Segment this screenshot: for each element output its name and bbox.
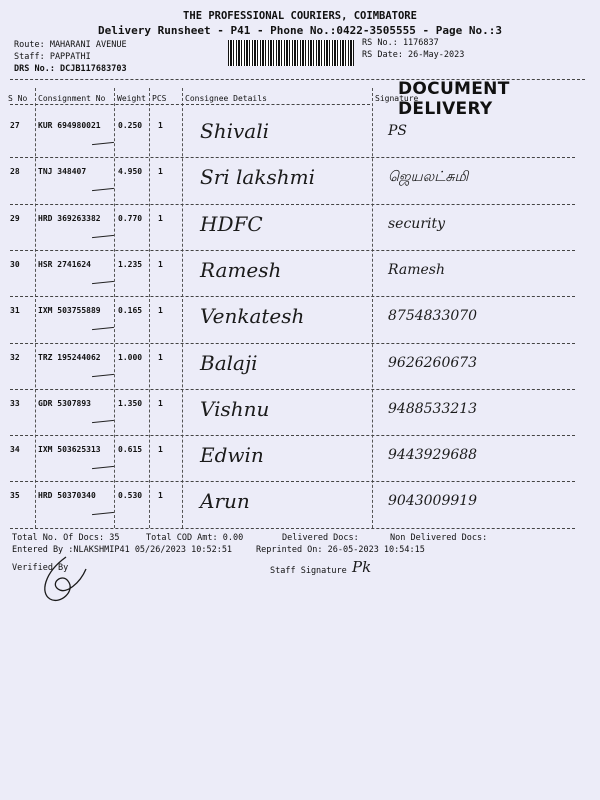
col-header-sno: S No xyxy=(8,94,28,103)
route-label: Route: MAHARANI AVENUE xyxy=(14,40,127,50)
row-weight: 0.165 xyxy=(118,306,143,316)
col-divider xyxy=(35,88,36,528)
row-pcs: 1 xyxy=(158,352,163,362)
row-divider xyxy=(10,296,575,297)
row-consignee-handwritten: Balaji xyxy=(200,350,258,375)
row-consignment-no: TRZ 195244062 xyxy=(38,352,101,362)
row-consignee-handwritten: Venkatesh xyxy=(200,304,305,329)
staff-signature-label: Staff Signature xyxy=(270,566,347,576)
col-header-consignee: Consignee Details xyxy=(185,94,267,103)
row-pcs: 1 xyxy=(158,445,163,455)
row-consignment-no: KUR 694980021 xyxy=(38,121,101,130)
row-sno: 29 xyxy=(10,213,20,223)
entered-by: Entered By :NLAKSHMIP41 05/26/2023 10:52:51 xyxy=(12,545,233,555)
row-pcs: 1 xyxy=(158,259,163,269)
staff-label: Staff: PAPPATHI xyxy=(14,52,91,62)
row-pcs: 1 xyxy=(158,121,163,130)
row-divider xyxy=(10,250,575,251)
row-sno: 31 xyxy=(10,306,20,316)
row-sno: 35 xyxy=(10,491,20,501)
pen-stroke-mark xyxy=(92,466,114,469)
pen-stroke-mark xyxy=(92,142,114,145)
row-consignment-no: GDR 5307893 xyxy=(38,398,91,408)
row-weight: 0.770 xyxy=(118,213,143,223)
row-weight: 0.615 xyxy=(118,445,143,455)
row-signature-handwritten: 9626260673 xyxy=(388,354,478,371)
row-weight: 4.950 xyxy=(118,167,143,177)
row-weight: 0.250 xyxy=(118,121,143,130)
row-sno: 28 xyxy=(10,167,20,177)
row-sno: 32 xyxy=(10,352,20,362)
drs-number: DRS No.: DCJB117683703 xyxy=(14,64,127,74)
row-sno: 30 xyxy=(10,259,20,269)
rs-date: RS Date: 26-May-2023 xyxy=(362,50,465,60)
verified-by-label: Verified By xyxy=(12,563,69,573)
row-pcs: 1 xyxy=(158,213,163,223)
row-weight: 1.000 xyxy=(118,352,143,362)
pen-stroke-mark xyxy=(92,188,114,191)
row-consignee-handwritten: Edwin xyxy=(200,443,264,468)
row-consignee-handwritten: Arun xyxy=(200,489,250,514)
total-cod: Total COD Amt: 0.00 xyxy=(146,533,244,543)
col-header-signature: Signature xyxy=(375,94,419,103)
reprinted-on: Reprinted On: 26-05-2023 10:54:15 xyxy=(256,545,425,555)
header-bottom-divider xyxy=(10,104,370,105)
row-signature-handwritten: security xyxy=(388,215,446,232)
row-signature-handwritten: PS xyxy=(388,123,408,139)
col-divider xyxy=(182,88,183,528)
row-pcs: 1 xyxy=(158,306,163,316)
col-divider xyxy=(114,88,115,528)
row-consignee-handwritten: Sri lakshmi xyxy=(200,165,315,190)
row-consignee-handwritten: Vishnu xyxy=(200,396,270,421)
row-signature-handwritten: ஜெயலட்சுமி xyxy=(388,169,469,186)
row-weight: 1.235 xyxy=(118,259,143,269)
row-consignee-handwritten: HDFC xyxy=(200,211,263,236)
row-sno: 34 xyxy=(10,445,20,455)
row-signature-handwritten: 8754833070 xyxy=(388,308,478,325)
row-divider xyxy=(10,481,575,482)
row-sno: 33 xyxy=(10,398,20,408)
col-header-pcs: PCS xyxy=(152,94,167,103)
delivered-docs: Delivered Docs: xyxy=(282,533,359,543)
row-pcs: 1 xyxy=(158,167,163,177)
pen-stroke-mark xyxy=(92,420,114,423)
row-consignee-handwritten: Ramesh xyxy=(200,257,282,282)
pen-stroke-mark xyxy=(92,327,114,330)
rs-number: RS No.: 1176837 xyxy=(362,38,439,48)
col-header-weight: Weight xyxy=(117,94,146,103)
row-pcs: 1 xyxy=(158,491,163,501)
row-consignment-no: HSR 2741624 xyxy=(38,259,91,269)
row-weight: 0.530 xyxy=(118,491,143,501)
col-header-consignment: Consignment No xyxy=(38,94,106,103)
staff-signature-initials: Pk xyxy=(352,558,372,576)
row-weight: 1.350 xyxy=(118,398,143,408)
row-divider xyxy=(10,435,575,436)
row-divider xyxy=(10,528,575,529)
row-pcs: 1 xyxy=(158,398,163,408)
col-divider xyxy=(149,88,150,528)
row-signature-handwritten: 9443929688 xyxy=(388,447,478,464)
company-name: THE PROFESSIONAL COURIERS, COIMBATORE xyxy=(183,10,417,22)
row-divider xyxy=(10,157,575,158)
pen-stroke-mark xyxy=(92,512,114,515)
row-divider xyxy=(10,343,575,344)
row-divider xyxy=(10,204,575,205)
pen-stroke-mark xyxy=(92,373,114,376)
total-docs: Total No. Of Docs: 35 xyxy=(12,533,120,543)
col-divider xyxy=(372,88,373,528)
row-sno: 27 xyxy=(10,121,20,130)
document-delivery-stamp: DOCUMENT DELIVERY xyxy=(398,79,510,119)
runsheet-subtitle: Delivery Runsheet - P41 - Phone No.:0422-3505555 - Page No.:3 xyxy=(98,24,502,37)
verified-signature-scribble xyxy=(36,553,96,605)
row-signature-handwritten: 9488533213 xyxy=(388,400,478,417)
non-delivered-docs: Non Delivered Docs: xyxy=(390,533,488,543)
row-divider xyxy=(10,389,575,390)
row-signature-handwritten: 9043009919 xyxy=(388,493,478,510)
barcode xyxy=(228,40,354,66)
pen-stroke-mark xyxy=(92,234,114,237)
row-consignee-handwritten: Shivali xyxy=(200,119,269,143)
row-signature-handwritten: Ramesh xyxy=(388,261,445,278)
row-consignment-no: IXM 503625313 xyxy=(38,445,101,455)
row-consignment-no: IXM 503755889 xyxy=(38,306,101,316)
pen-stroke-mark xyxy=(92,281,114,284)
row-consignment-no: HRD 369263382 xyxy=(38,213,101,223)
row-consignment-no: HRD 50370340 xyxy=(38,491,96,501)
row-consignment-no: TNJ 348407 xyxy=(38,167,87,177)
